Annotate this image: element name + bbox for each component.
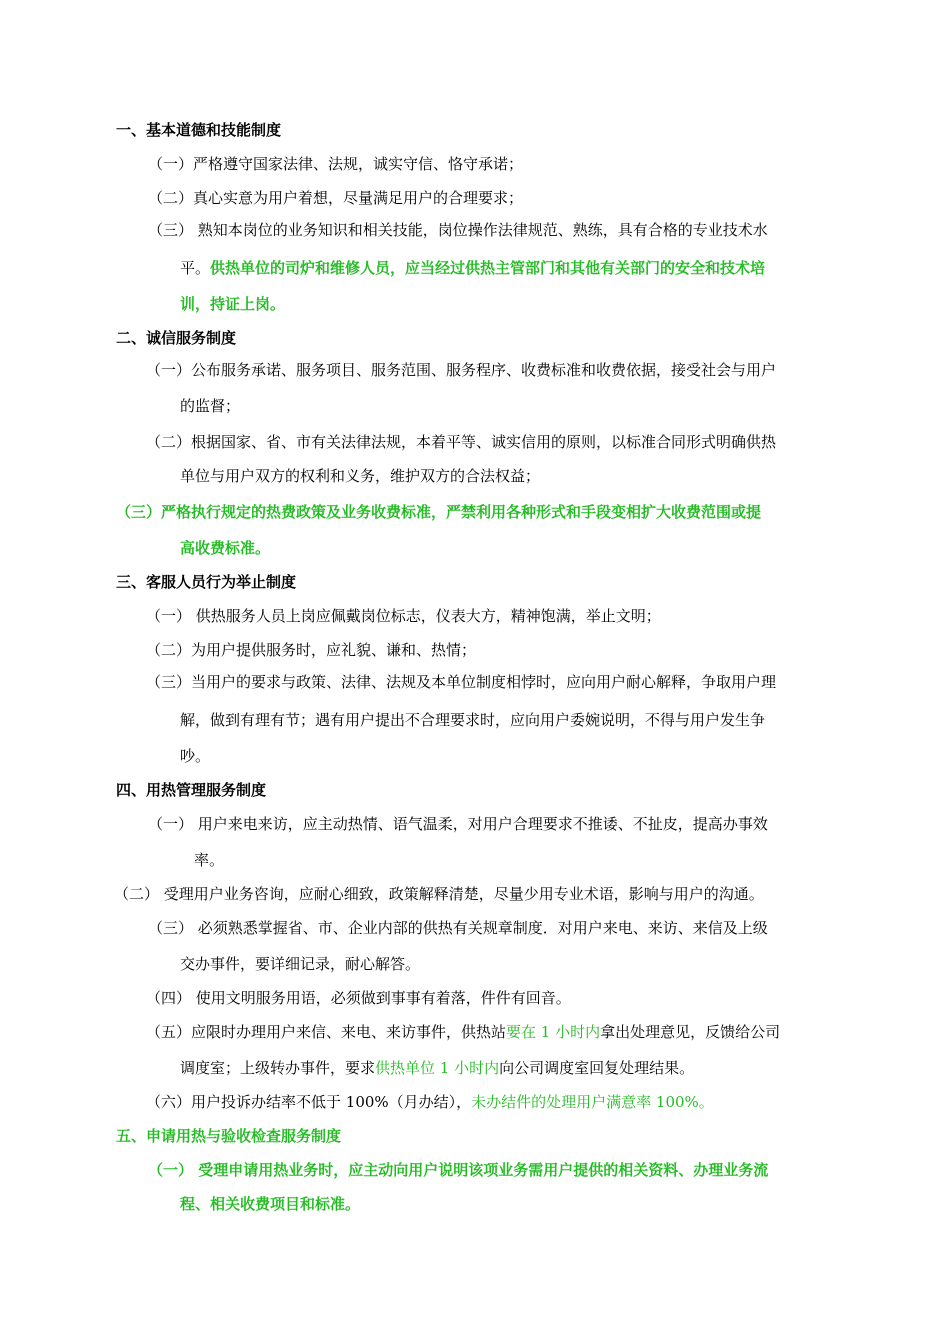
s1-item-3-line-1: （三） 熟知本岗位的业务知识和相关技能，岗位操作法律规范、熟练，具有合格的专业技术水 (148, 221, 768, 239)
s4-item-5-text-d: 向公司调度室回复处理结果。 (499, 1059, 695, 1077)
s1-item-3-highlight: 供热单位的司炉和维修人员，应当经过供热主管部门和其他有关部门的安全和技术培 (210, 259, 766, 277)
s4-item-6 (146, 1092, 714, 1112)
s1-item-1: （一）严格遵守国家法律、法规，诚实守信、恪守承诺； (148, 155, 524, 173)
s4-item-5-line-2 (180, 1058, 694, 1078)
s4-item-3-line-1: （三） 必须熟悉掌握省、市、企业内部的供热有关规章制度．对用户来电、来访、来信及上级 (148, 919, 768, 937)
s4-item-5-highlight-a: 要在 1 小时内 (506, 1023, 601, 1041)
section-1-title: 一、基本道德和技能制度 (116, 121, 282, 139)
s2-item-1-line-1: （一）公布服务承诺、服务项目、服务范围、服务程序、收费标准和收费依据，接受社会与用户 (146, 361, 777, 379)
s4-item-5-text-c: 调度室；上级转办事件，要求 (180, 1059, 376, 1077)
section-2-title: 二、诚信服务制度 (116, 329, 237, 347)
s5-item-1-line-2: 程、相关收费项目和标准。 (180, 1195, 361, 1213)
section-3-title: 三、客服人员行为举止制度 (116, 573, 297, 591)
s2-item-3-line-1: （三）严格执行规定的热费政策及业务收费标准，严禁利用各种形式和手段变相扩大收费范围或提 (116, 503, 762, 521)
s3-item-1: （一） 供热服务人员上岗应佩戴岗位标志，仪表大方，精神饱满，举止文明； (146, 607, 661, 625)
s4-item-5-highlight-b: 供热单位 1 小时内 (375, 1059, 500, 1077)
s2-item-2-line-2: 单位与用户双方的权利和义务，维护双方的合法权益； (180, 467, 541, 485)
s2-item-1-line-2: 的监督； (180, 397, 241, 415)
s2-item-3-line-2: 高收费标准。 (180, 539, 271, 557)
s2-item-2-line-1: （二）根据国家、省、市有关法律法规，本着平等、诚实信用的原则，以标准合同形式明确供热 (146, 433, 777, 451)
s4-item-5-text-b: 拿出处理意见，反馈给公司 (600, 1023, 781, 1041)
s3-item-2: （二）为用户提供服务时，应礼貌、谦和、热情； (146, 641, 477, 659)
s4-item-4: （四） 使用文明服务用语，必须做到事事有着落，件件有回音。 (146, 989, 571, 1007)
section-5-title: 五、申请用热与验收检查服务制度 (116, 1127, 342, 1145)
s1-item-3-line-3: 训，持证上岗。 (180, 295, 286, 313)
s1-item-3-text: 平。 (180, 259, 211, 277)
s4-item-3-line-2: 交办事件，要详细记录，耐心解答。 (180, 955, 421, 973)
s4-item-6-text: （六）用户投诉办结率不低于 100%（月办结）， (146, 1093, 472, 1111)
s5-item-1-line-1: （一） 受理申请用热业务时，应主动向用户说明该项业务需用户提供的相关资料、办理业务流 (148, 1161, 769, 1179)
s4-item-6-highlight: 未办结件的处理用户满意率 100%。 (471, 1093, 714, 1111)
s3-item-3-line-3: 吵。 (180, 747, 211, 765)
s4-item-1-line-1: （一） 用户来电来访，应主动热情、语气温柔，对用户合理要求不推诿、不扯皮，提高办事效 (148, 815, 768, 833)
section-4-title: 四、用热管理服务制度 (116, 781, 267, 799)
s1-item-3-line-2 (180, 258, 765, 278)
s1-item-2: （二）真心实意为用户着想，尽量满足用户的合理要求； (148, 189, 524, 207)
s4-item-1-line-2: 率。 (194, 851, 225, 869)
s4-item-5-line-1 (146, 1022, 780, 1042)
s3-item-3-line-2: 解，做到有理有节；遇有用户提出不合理要求时，应向用户委婉说明，不得与用户发生争 (180, 711, 766, 729)
s4-item-5-text-a: （五）应限时办理用户来信、来电、来访事件，供热站 (146, 1023, 507, 1041)
s3-item-3-line-1: （三）当用户的要求与政策、法律、法规及本单位制度相悖时，应向用户耐心解释，争取用户理 (146, 673, 777, 691)
s4-item-2: （二） 受理用户业务咨询，应耐心细致，政策解释清楚，尽量少用专业术语，影响与用户的沟通。 (114, 885, 764, 903)
